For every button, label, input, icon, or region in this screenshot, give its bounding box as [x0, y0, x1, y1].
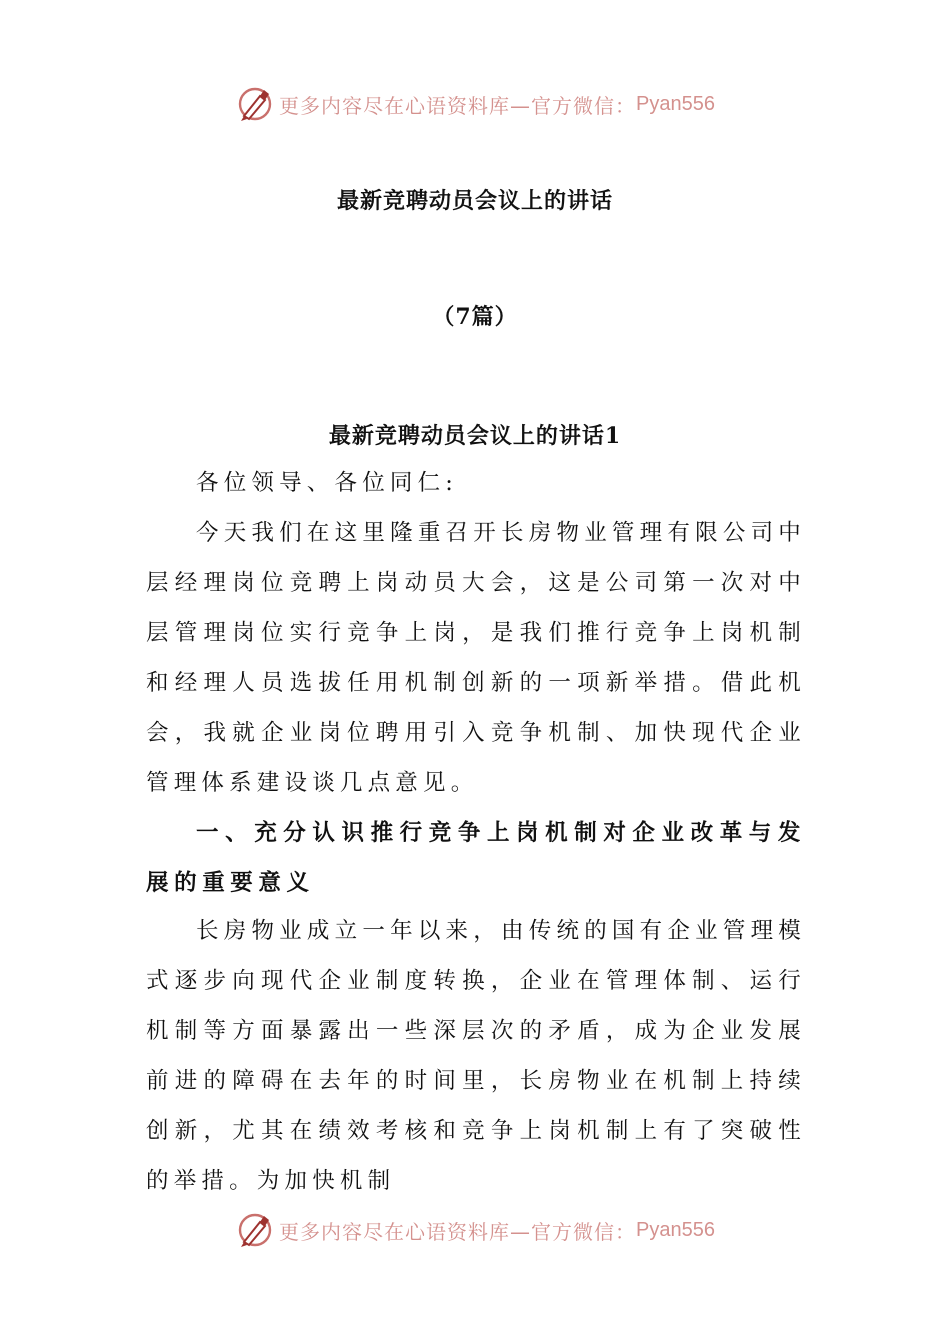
pen-logo-icon [235, 1210, 275, 1250]
heading-1: 一、充分认识推行竞争上岗机制对企业改革与发展的重要意义 [146, 820, 806, 896]
watermark-footer [0, 1208, 950, 1252]
document-count: （7篇） [432, 304, 518, 330]
watermark-header [0, 82, 950, 126]
watermark-wechat-id: Pyan556 [636, 1218, 715, 1241]
pen-logo-icon [235, 84, 275, 124]
watermark-site-text: 更多内容尽在心语资料库—官方微信： [279, 1219, 637, 1244]
document-title: 最新竞聘动员会议上的讲话 [336, 188, 613, 214]
paragraph-1: 今天我们在这里隆重召开长房物业管理有限公司中层经理岗位竞聘上岗动员大会，这是公司第一次对中层管理岗位实行竞争上岗，是我们推行竞争上岗机制和经理人员选拔任用机制创新的一项新举措。借此机会，我就企业岗位聘用引入竞争机制、加快现代企业管理体系建设谈几点意见。 [146, 520, 806, 796]
paragraph-2: 长房物业成立一年以来，由传统的国有企业管理模式逐步向现代企业制度转换，企业在管理体制、运行机制等方面暴露出一些深层次的矛盾，成为企业发展前进的障碍在去年的时间里，长房物业在机制上持续创新，尤其在绩效考核和竞争上岗机制上有了突破性的举措。为加快机制 [146, 918, 806, 1194]
watermark-wechat-id: Pyan556 [636, 92, 715, 115]
watermark-site-text: 更多内容尽在心语资料库—官方微信： [279, 93, 637, 118]
section-title: 最新竞聘动员会议上的讲话1 [328, 423, 622, 449]
salutation: 各位领导、各位同仁: [196, 470, 459, 496]
